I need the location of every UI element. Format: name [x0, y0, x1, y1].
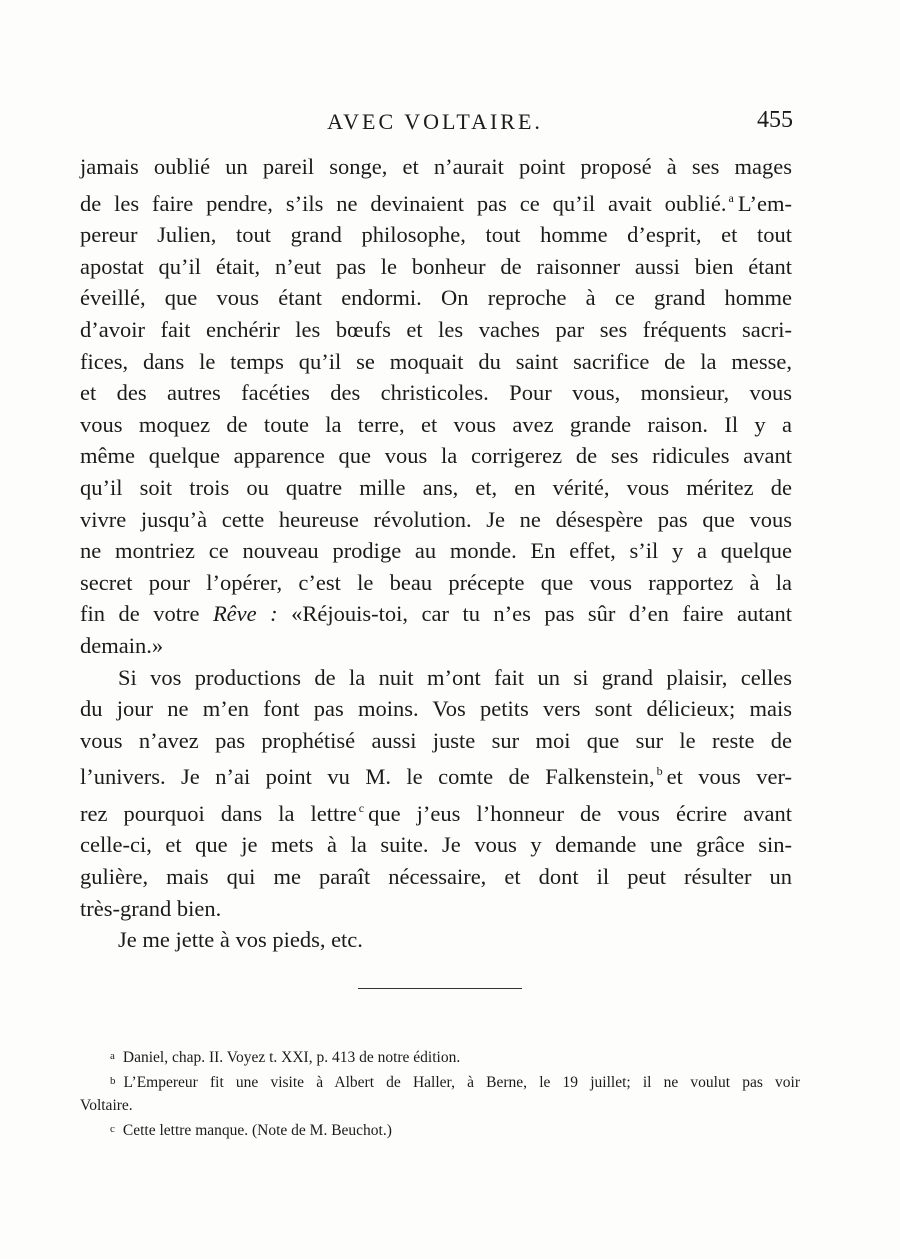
text-line-start: fin de votre	[80, 601, 200, 627]
text-line: celle-ci, et que je mets à la suite. Je vous y demande une grâce sin-	[80, 832, 792, 858]
text-line: apostat qu’il était, n’eut pas le bonheur de raisonner aussi bien étant	[80, 253, 792, 279]
text-line: vivre jusqu’à cette heureuse révolution. Je ne désespère pas que vous	[80, 506, 792, 532]
text-line: du jour ne m’en font pas moins. Vos petits vers sont délicieux; mais	[80, 696, 792, 722]
footnote-a	[80, 1045, 800, 1070]
text-line: très-grand bien.	[80, 895, 222, 921]
footnote-mark: a	[110, 1050, 115, 1062]
text-line-end: «Réjouis-toi, car tu n’es pas sûr d’en faire autant	[291, 601, 793, 627]
page-number: 455	[757, 107, 793, 133]
page-header	[0, 103, 900, 143]
footnote-b	[80, 1070, 800, 1095]
body-text	[80, 151, 792, 956]
footnote-text: Cette lettre manque. (Note de M. Beuchot.)	[122, 1121, 392, 1139]
text-line: secret pour l’opérer, c’est le beau précepte que vous rapportez à la	[80, 569, 792, 595]
footnote-b-continuation: Voltaire.	[80, 1097, 133, 1114]
text-line-start: de les faire pendre, s’ils ne devinaient pas ce qu’il avait oublié.	[80, 190, 727, 216]
italic-title: Rêve :	[212, 601, 278, 627]
footnote-mark: c	[110, 1122, 115, 1135]
paragraph-start-line: Je me jette à vos pieds, etc.	[118, 927, 363, 953]
text-line-end: L’em-	[737, 190, 792, 216]
running-title: AVEC VOLTAIRE.	[327, 109, 543, 134]
footnote-ref-b[interactable]: b	[656, 764, 663, 779]
footnote-text: L’Empereur fit une visite à Albert de Haller, à Berne, le 19 juillet; il ne voulut pas voir	[123, 1073, 800, 1091]
text-line: demain.»	[80, 632, 164, 658]
text-line-start: rez pourquoi dans la lettre	[80, 800, 357, 826]
text-line: vous n’avez pas prophétisé aussi juste sur moi que sur le reste de	[80, 727, 792, 753]
text-line: même quelque apparence que vous la corrigerez de ses ridicules avant	[80, 443, 792, 469]
text-line: d’avoir fait enchérir les bœufs et les vaches par ses fréquents sacri-	[80, 316, 792, 342]
footnote-mark: b	[110, 1074, 116, 1087]
text-line: éveillé, que vous étant endormi. On reproche à ce grand homme	[80, 285, 792, 311]
footnote-ref-a[interactable]: a	[728, 190, 734, 205]
text-line-end: que j’eus l’honneur de vous écrire avant	[368, 800, 792, 826]
footnote-c	[80, 1118, 800, 1143]
footnote-ref-c[interactable]: c	[358, 800, 365, 815]
text-line: ne montriez ce nouveau prodige au monde. En effet, s’il y a quelque	[80, 538, 792, 564]
text-line: qu’il soit trois ou quatre mille ans, et, en vérité, vous méritez de	[80, 474, 792, 500]
footnotes	[80, 1045, 800, 1142]
paragraph-start-line: Si vos productions de la nuit m’ont fait un si grand plaisir, celles	[118, 664, 792, 690]
text-line	[80, 598, 792, 630]
text-line: gulière, mais qui me paraît nécessaire, et dont il peut résulter un	[80, 864, 792, 890]
text-line: et des autres facéties des christicoles. Pour vous, monsieur, vous	[80, 380, 792, 406]
text-line: jamais oublié un pareil songe, et n’aurait point proposé à ses mages	[80, 154, 792, 179]
footnote-text: Daniel, chap. II. Voyez t. XXI, p. 413 de notre édition.	[122, 1049, 461, 1066]
text-line-start: l’univers. Je n’ai point vu M. le comte de Falkenstein,	[80, 764, 655, 790]
text-line: pereur Julien, tout grand philosophe, tout homme d’esprit, et tout	[80, 222, 792, 248]
section-divider	[358, 988, 522, 989]
text-line	[80, 793, 792, 830]
text-line-end: et vous ver-	[666, 764, 792, 790]
text-line	[80, 756, 792, 793]
text-line: vous moquez de toute la terre, et vous avez grande raison. Il y a	[80, 411, 792, 437]
text-line: fices, dans le temps qu’il se moquait du saint sacrifice de la messe,	[80, 348, 792, 374]
text-line	[80, 183, 792, 220]
